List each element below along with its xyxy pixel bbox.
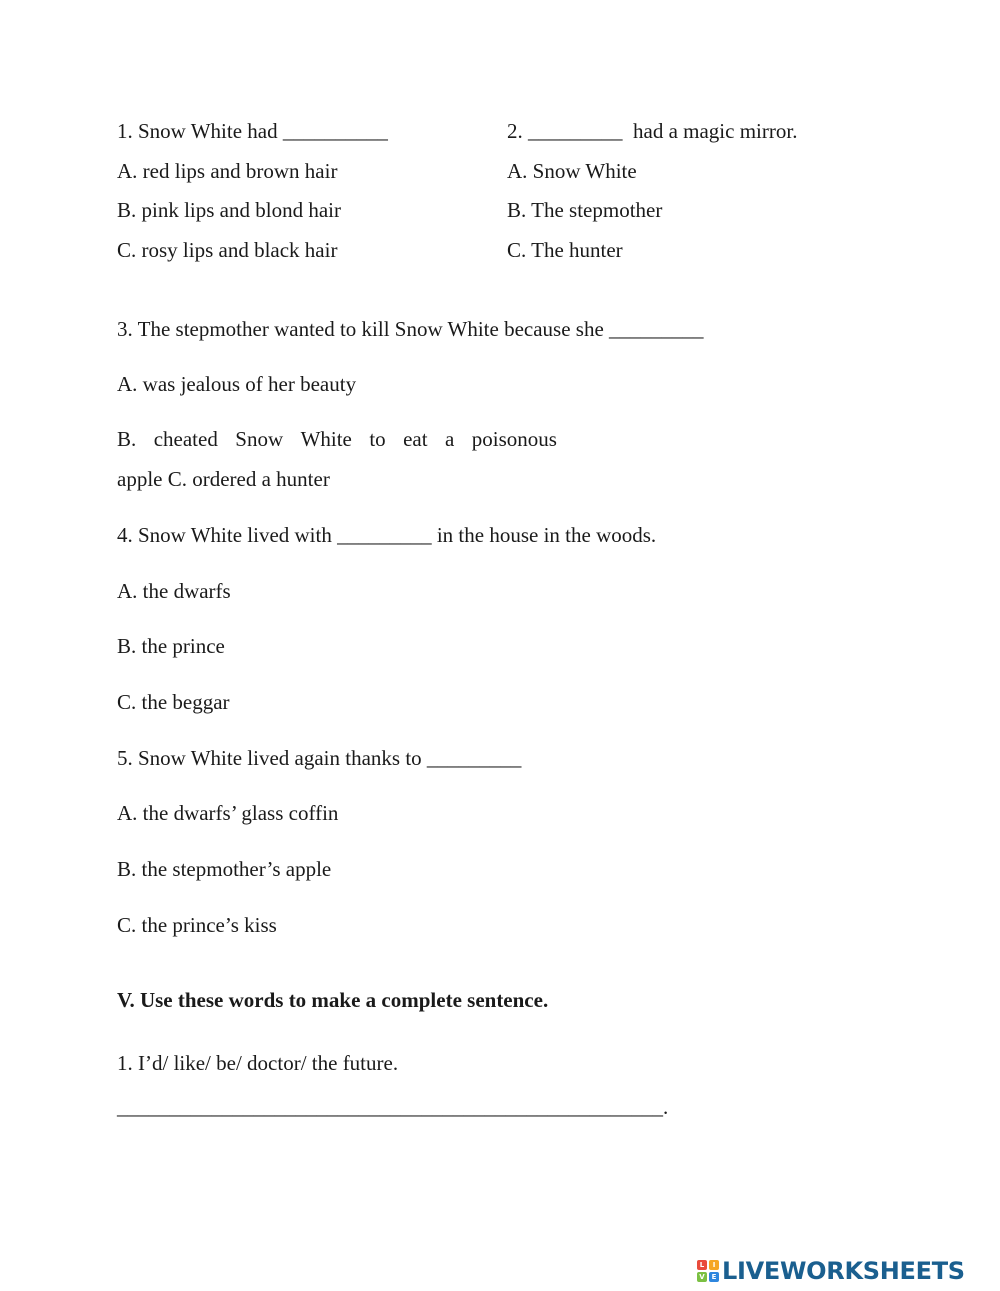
- option-b-word: eat: [403, 427, 428, 451]
- option-b-word: Snow: [235, 427, 284, 451]
- section-v-item-1: 1. I’d/ like/ be/ doctor/ the future.: [117, 1051, 399, 1075]
- liveworksheets-logo: [697, 1256, 965, 1286]
- logo-block: L: [697, 1260, 707, 1270]
- option-b-word: cheated: [153, 427, 218, 451]
- question-2-text: 2. _________ had a magic mirror.: [507, 119, 798, 143]
- option-b-word: White: [300, 427, 352, 451]
- logo-blocks-icon: [697, 1260, 719, 1282]
- logo-block: I: [709, 1260, 719, 1270]
- question-4-option-c: C. the beggar: [117, 690, 230, 714]
- question-2-option-b: B. The stepmother: [507, 198, 663, 222]
- question-4-text: 4. Snow White lived with _________ in the house in the woods.: [117, 523, 657, 547]
- question-3-option-b: [117, 426, 557, 452]
- question-1-option-b: B. pink lips and blond hair: [117, 198, 341, 222]
- question-1-text: 1. Snow White had __________: [117, 119, 388, 143]
- question-5-option-b: B. the stepmother’s apple: [117, 857, 332, 881]
- question-4-option-a: A. the dwarfs: [117, 579, 231, 603]
- logo-text: LIVEWORKSHEETS: [722, 1257, 965, 1285]
- answer-line[interactable]: ____________________________________________________.: [117, 1095, 669, 1119]
- option-b-word: to: [369, 427, 386, 451]
- logo-block: V: [697, 1272, 707, 1282]
- question-5-text: 5. Snow White lived again thanks to _________: [117, 746, 522, 770]
- section-v-heading: V. Use these words to make a complete sentence.: [117, 988, 549, 1012]
- question-1-option-c: C. rosy lips and black hair: [117, 238, 338, 262]
- option-b-word: a: [445, 427, 455, 451]
- question-5-option-a: A. the dwarfs’ glass coffin: [117, 801, 339, 825]
- question-5-option-c: C. the prince’s kiss: [117, 913, 277, 937]
- question-3-option-b-continuation: apple C. ordered a hunter: [117, 467, 330, 491]
- question-3-text: 3. The stepmother wanted to kill Snow White because she _________: [117, 317, 704, 341]
- question-2-option-a: A. Snow White: [507, 159, 637, 183]
- question-1-option-a: A. red lips and brown hair: [117, 159, 338, 183]
- option-b-word: B.: [117, 427, 137, 451]
- question-4-option-b: B. the prince: [117, 634, 225, 658]
- question-3-option-a: A. was jealous of her beauty: [117, 372, 357, 396]
- logo-block: E: [709, 1272, 719, 1282]
- question-2-option-c: C. The hunter: [507, 238, 623, 262]
- option-b-word: poisonous: [471, 427, 557, 451]
